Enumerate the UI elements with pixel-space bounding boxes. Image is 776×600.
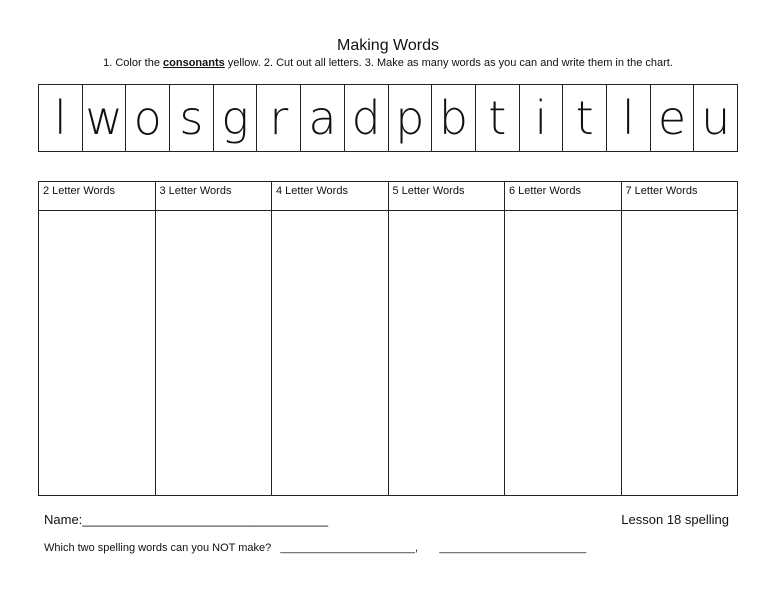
chart-column (272, 182, 389, 495)
instructions-emphasis: consonants (163, 57, 225, 69)
chart-column-header: 2 Letter Words (39, 182, 155, 211)
chart-column (622, 182, 738, 495)
chart-column-writing-area[interactable] (272, 211, 388, 495)
chart-column-header: 5 Letter Words (389, 182, 505, 211)
chart-column-header: 6 Letter Words (505, 182, 621, 211)
chart-column-writing-area[interactable] (505, 211, 621, 495)
letter-cell: u (701, 91, 731, 145)
letter-cell: g (214, 85, 258, 151)
letter-strip (38, 84, 738, 152)
letter-cell: e (651, 85, 695, 151)
letter-cell: d (345, 85, 389, 151)
chart-column-header: 7 Letter Words (622, 182, 738, 211)
chart-column-writing-area[interactable] (622, 211, 738, 495)
chart-column (505, 182, 622, 495)
instructions (0, 57, 776, 69)
letter-cell: w (83, 85, 127, 151)
letter-cell: l (607, 85, 651, 151)
letter-cell: t (476, 85, 520, 151)
instructions-text-end: yellow. 2. Cut out all letters. 3. Make as many words as you can and write them in the chart. (224, 57, 673, 69)
chart-column-writing-area[interactable] (39, 211, 155, 495)
letter-cell: p (389, 85, 433, 151)
question-text[interactable]: Which two spelling words can you NOT make? ______________________, ________________________ (44, 542, 587, 554)
letter-cell: b (432, 85, 476, 151)
letter-cell: r (257, 85, 301, 151)
letter-cell: a (301, 85, 345, 151)
chart-column (39, 182, 156, 495)
chart-column-header: 3 Letter Words (156, 182, 272, 211)
chart-column-writing-area[interactable] (156, 211, 272, 495)
name-field[interactable]: Name:__________________________________ (44, 512, 329, 527)
letter-cell: s (170, 85, 214, 151)
lesson-label: Lesson 18 spelling (621, 512, 729, 527)
instructions-text-start: 1. Color the (103, 57, 164, 69)
chart-column-writing-area[interactable] (389, 211, 505, 495)
words-chart (38, 181, 738, 496)
letter-cell: l (39, 85, 83, 151)
letter-cell: t (563, 85, 607, 151)
letter-cell: o (126, 85, 170, 151)
letter-cell: i (520, 85, 564, 151)
chart-column (156, 182, 273, 495)
page-title: Making Words (337, 37, 439, 54)
chart-column (389, 182, 506, 495)
chart-column-header: 4 Letter Words (272, 182, 388, 211)
